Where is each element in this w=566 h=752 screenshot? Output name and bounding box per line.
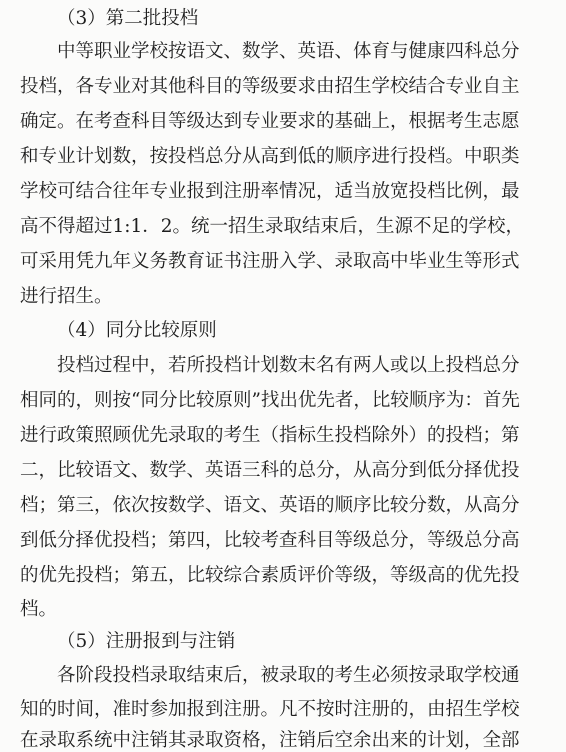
paragraph-line: 在录取系统中注销其录取资格，注销后空余出来的计划，全部 bbox=[20, 730, 520, 751]
paragraph-line: 的优先投档；第五，比较综合素质评价等级，等级高的优先投 bbox=[20, 565, 520, 586]
paragraph-line: 可采用凭九年义务教育证书注册入学、录取高中毕业生等形式 bbox=[20, 251, 520, 272]
paragraph-line: 知的时间，准时参加报到注册。凡不按时注册的，由招生学校 bbox=[20, 699, 520, 720]
paragraph-line: 投档，各专业对其他科目的等级要求由招生学校结合专业自主 bbox=[20, 76, 520, 97]
section-heading: （5）注册报到与注销 bbox=[57, 631, 236, 652]
section-heading: （4）同分比较原则 bbox=[57, 320, 217, 341]
paragraph-line: 确定。在考查科目等级达到专业要求的基础上，根据考生志愿 bbox=[20, 111, 520, 132]
paragraph-line: 档；第三，依次按数学、语文、英语的顺序比较分数，从高分 bbox=[20, 495, 520, 516]
paragraph-line: 高不得超过1:1．2。统一招生录取结束后，生源不足的学校， bbox=[20, 216, 525, 237]
paragraph-line: 投档过程中，若所投档计划数末名有两人或以上投档总分 bbox=[57, 355, 520, 376]
paragraph-line: 相同的，则按“同分比较原则”找出优先者，比较顺序为：首先 bbox=[20, 390, 520, 411]
paragraph-line: 和专业计划数，按投档总分从高到低的顺序进行投档。中职类 bbox=[20, 146, 520, 167]
paragraph-line: 二，比较语文、数学、英语三科的总分，从高分到低分择优投 bbox=[20, 460, 520, 481]
paragraph-line: 到低分择优投档；第四，比较考查科目等级总分，等级总分高 bbox=[20, 530, 520, 551]
paragraph-line: 进行政策照顾优先录取的考生（指标生投档除外）的投档；第 bbox=[20, 425, 520, 446]
section-heading: （3）第二批投档 bbox=[57, 8, 199, 29]
paragraph-line: 学校可结合往年专业报到注册率情况，适当放宽投档比例，最 bbox=[20, 181, 520, 202]
paragraph-line: 中等职业学校按语文、数学、英语、体育与健康四科总分 bbox=[57, 41, 520, 62]
paragraph-line: 进行招生。 bbox=[20, 286, 113, 307]
paragraph-line: 档。 bbox=[20, 599, 58, 620]
paragraph-line: 各阶段投档录取结束后，被录取的考生必须按录取学校通 bbox=[57, 665, 520, 686]
